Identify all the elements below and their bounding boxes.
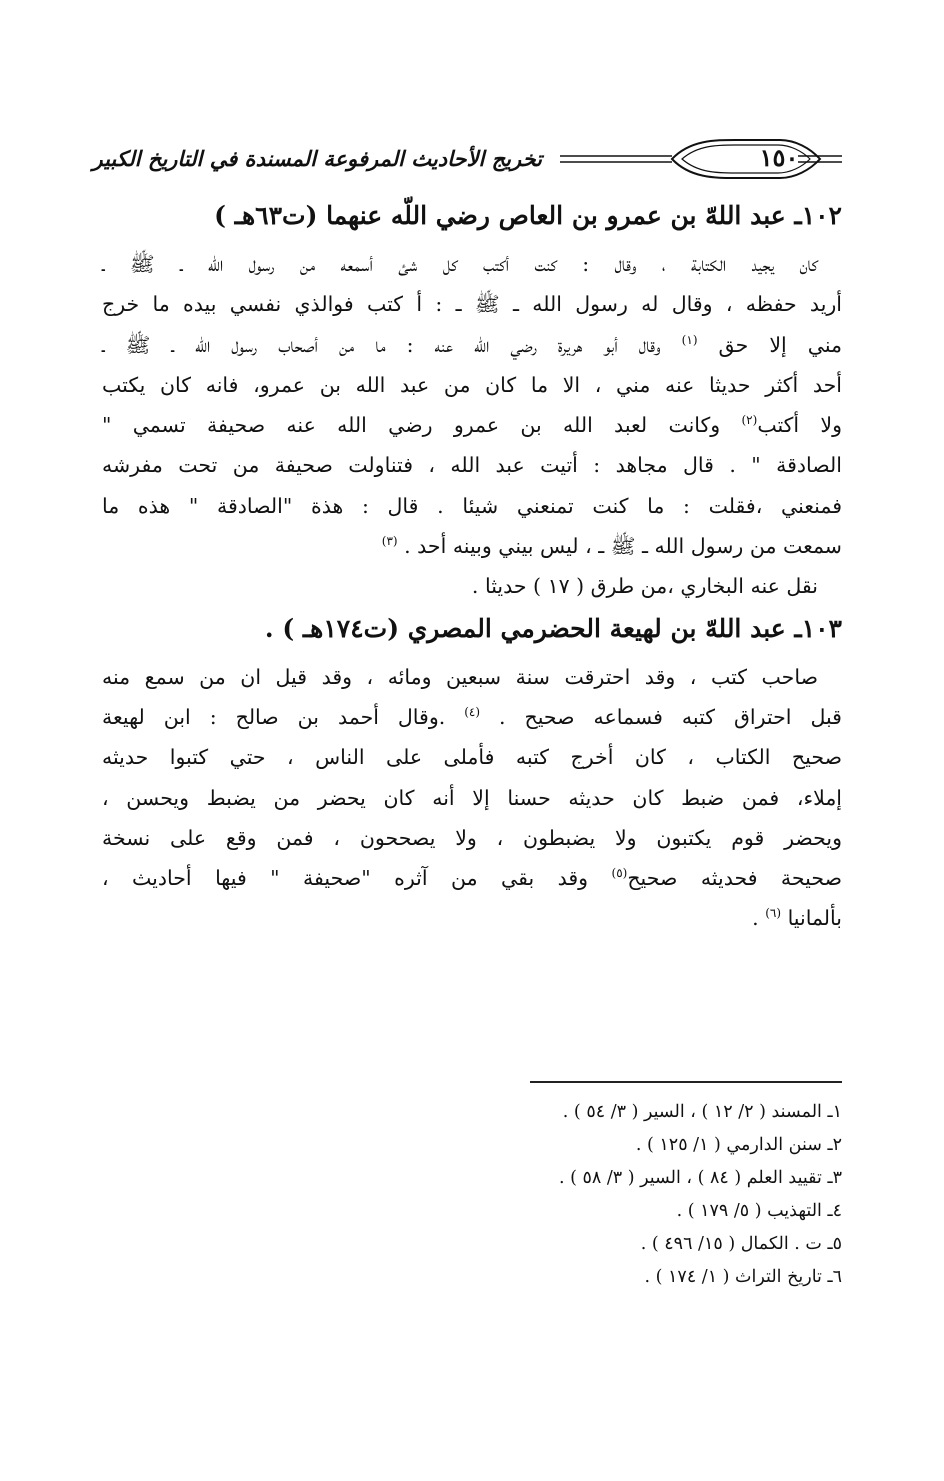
entry-heading-102: ١٠٢ـ عبد اللهّ بن عمرو بن العاص رضي اللّه عنهما (ت٦٣هـ ) bbox=[214, 201, 842, 230]
text-line: صاحب كتب ، وقد احترقت سنة سبعين ومائه ، وقد قيل ان من سمع منه bbox=[102, 664, 818, 689]
text-line: أريد حفظه ، وقال له رسول الله ـ ﷺ ـ : أ كتب فوالذي نفسي بيده ما خرج bbox=[102, 292, 842, 317]
footnote-ref: (٢) bbox=[741, 413, 758, 428]
text-line: فمنعني ،فقلت : ما كنت تمنعني شيئا . قال : هذة "الصادقة " هذه ما bbox=[102, 493, 842, 518]
page-number: ١٥٠ bbox=[759, 143, 799, 172]
footnote-ref: (٣) bbox=[381, 534, 398, 549]
running-title: تخريج الأحاديث المرفوعة المسندة في التاريخ الكبير bbox=[86, 146, 542, 171]
entry-heading-103: ١٠٣ـ عبد اللهّ بن لهيعة الحضرمي المصري (ت١٧٤هـ ) . bbox=[264, 613, 842, 643]
page-header bbox=[90, 138, 842, 182]
entry-body-102 bbox=[102, 244, 842, 607]
text-line: بألمانيا $^{(٦)}$ . bbox=[752, 906, 842, 931]
footnote-separator bbox=[530, 1081, 842, 1083]
text-line: صحيحة فحديثه صحيح$^{(٥)}$ وقد بقي من آثره "صحيفة " فيها أحاديث ، bbox=[102, 866, 842, 891]
text-line: إملاء، فمن ضبط كان حديثه حسنا إلا أنه كان يحضر من يضبط ويحسن ، bbox=[102, 785, 842, 810]
footnote-ref: (٥) bbox=[611, 866, 628, 881]
text-line: ولا أكتب$^{(٢)}$ وكانت لعبد الله بن عمرو رضي الله عنه صحيفة تسمي " bbox=[102, 413, 842, 438]
text-line bbox=[102, 566, 842, 606]
footnote-item: ٣ـ تقييد العلم ( ٨٤ ) ، السير ( ٣/ ٥٨ ) . bbox=[558, 1168, 842, 1188]
footnote-ref: (٦) bbox=[765, 906, 782, 921]
footnote-ref: (٤) bbox=[464, 705, 481, 720]
text-line: سمعت من رسول الله ـ ﷺ ـ ، ليس بيني وبينه أحد . $^{(٣)}$ bbox=[381, 534, 842, 559]
text-line: قبل احتراق كتبه فسماعه صحيح . $^{(٤)}$ .وقال أحمد بن صالح : ابن لهيعة bbox=[102, 704, 842, 729]
entry-body-103 bbox=[102, 657, 842, 939]
text-line: الصادقة " . قال مجاهد : أتيت عبد الله ، فتناولت صحيفة من تحت مفرشه bbox=[102, 453, 842, 478]
main-text bbox=[102, 196, 842, 939]
text-line: ويحضر قوم يكتبون ولا يضبطون ، ولا يصححون ، فمن وقع على نسخة bbox=[102, 825, 842, 850]
footnote-item: ١ـ المسند ( ٢/ ١٢ ) ، السير ( ٣/ ٥٤ ) . bbox=[562, 1102, 842, 1122]
footnotes-list bbox=[422, 1096, 842, 1294]
footnote-ref: (١) bbox=[681, 332, 698, 347]
text-line: مني إلا حق $^{(١)}$ وقال أبو هريرة رضي الله عنه : ما من أصحاب رسول الله ـ ﷺ ـ bbox=[102, 332, 842, 357]
entry-note-102: نقل عنه البخاري ،من طرق ( ١٧ ) حديثا . bbox=[471, 574, 818, 599]
footnote-item: ٢ـ سنن الدارمي ( ١/ ١٢٥ ) . bbox=[635, 1135, 842, 1155]
footnote-item: ٦ـ تاريخ التراث ( ١/ ١٧٤ ) . bbox=[644, 1267, 842, 1287]
text-line: صحيح الكتاب ، كان أخرج كتبه فأملى على الناس ، حتي كتبوا حديثه bbox=[102, 745, 842, 770]
text-line: أحد أكثر حديثا عنه مني ، الا ما كان من عبد الله بن عمرو، فانه كان يكتب bbox=[102, 372, 842, 397]
footnote-item: ٥ـ ت . الكمال ( ١٥/ ٤٩٦ ) . bbox=[640, 1234, 842, 1254]
text-line: كان يجيد الكتابة ، وقال : كنت أكتب كل شئ أسمعه من رسول الله ـ ﷺ ـ bbox=[102, 252, 818, 276]
footnote-item: ٤ـ التهذيب ( ٥/ ١٧٩ ) . bbox=[676, 1201, 842, 1221]
